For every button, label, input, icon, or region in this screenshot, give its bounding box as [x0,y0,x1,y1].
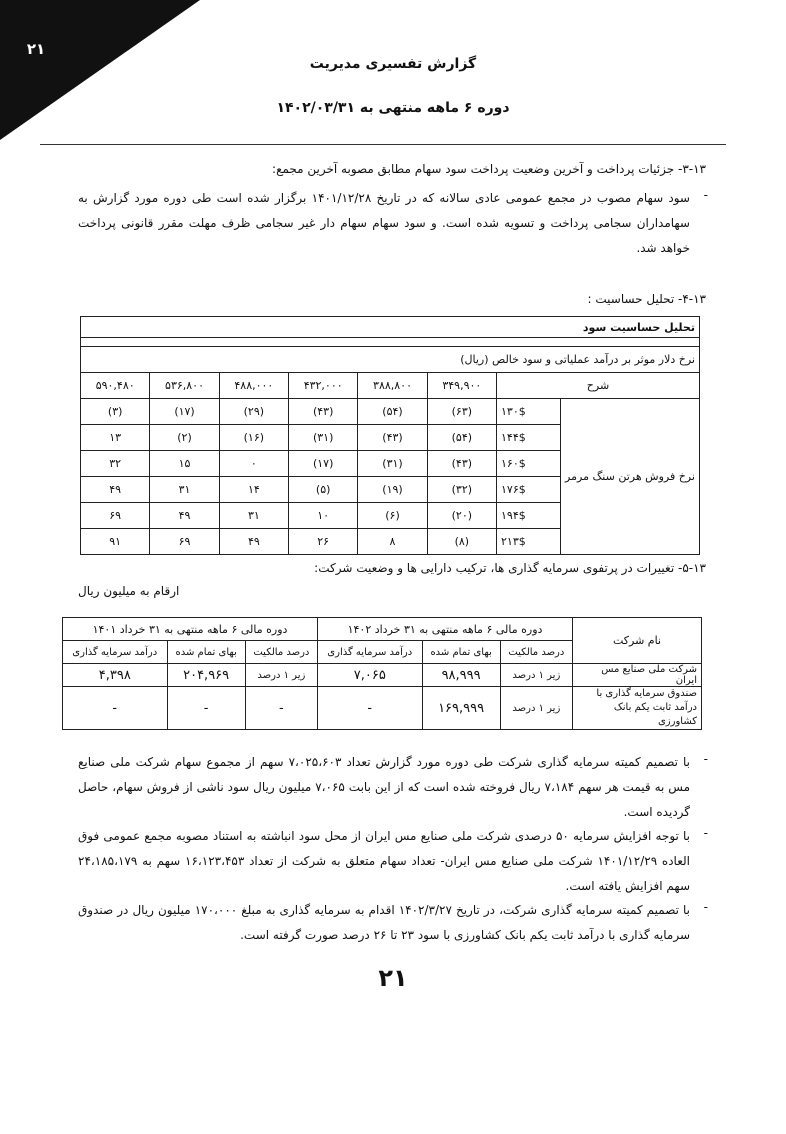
period-1401-header: دوره مالی ۶ ماهه منتهی به ۳۱ خرداد ۱۴۰۱ [63,618,318,641]
value-cell: ۸ [358,529,427,555]
col-header: ۴۳۲,۰۰۰ [289,373,358,399]
value-cell: (۳۲) [427,477,496,503]
sharh-header: شرح [497,373,700,399]
bullet-dash: - [703,188,708,202]
value-cell: ۴,۳۹۸ [63,664,168,687]
col-header: ۳۸۸,۸۰۰ [358,373,427,399]
value-cell: ۹۱ [81,529,150,555]
value-cell: ۴۹ [219,529,288,555]
rate-cell: ۲۱۳$ [497,529,561,555]
value-cell: (۴۳) [289,399,358,425]
value-cell: (۴۳) [358,425,427,451]
section-5-heading: ۵-۱۳- تغییرات در پرتفوی سرمایه گذاری ها، ترکیب دارایی ها و وضعیت شرکت: [314,561,706,575]
value-cell: ۱۶۹,۹۹۹ [422,687,500,730]
company-name: صندوق سرمایه گذاری با درآمد ثابت یکم بانک کشاورزی [573,687,702,730]
value-cell: ۶۹ [81,503,150,529]
section-4-heading: ۴-۱۳- تحلیل حساسیت : [587,292,706,306]
sub-header: درصد مالکیت [500,641,572,664]
value-cell: ۱۴ [219,477,288,503]
value-cell: (۳۱) [358,451,427,477]
value-cell: (۴۳) [427,451,496,477]
value-cell: (۱۹) [358,477,427,503]
period-1402-header: دوره مالی ۶ ماهه منتهی به ۳۱ خرداد ۱۴۰۲ [318,618,573,641]
value-cell: (۲) [150,425,219,451]
value-cell: - [63,687,168,730]
value-cell: (۶) [358,503,427,529]
sensitivity-subtitle: نرخ دلار موثر بر درآمد عملیاتی و سود خالص (ریال) [81,347,700,373]
row-label: نرخ فروش هرتن سنگ مرمر [561,399,700,555]
bullet-text: با تصمیم کمیته سرمایه گذاری شرکت طی دوره مورد گزارش تعداد ۷،۰۲۵،۶۰۳ سهم از مجموع سهام شرکت ملی صنایع مس به قیمت هر سهم ۷،۱۸۴ ریال فروخته شده است که از این بابت ۷،۰۶۵ میلیون ریال سود ناشی از فروش سهام، حاصل گردیده است. [78,755,691,819]
company-name: شرکت ملی صنایع مس ایران [573,664,702,687]
value-cell: (۳۱) [289,425,358,451]
value-cell: (۶۳) [427,399,496,425]
rate-cell: ۱۶۰$ [497,451,561,477]
value-cell: ۱۵ [150,451,219,477]
value-cell: (۵) [289,477,358,503]
section-3-heading: ۳-۱۳- جزئیات پرداخت و آخرین وضعیت پرداخت سود سهام مطابق مصوبه آخرین مجمع: [272,162,706,176]
sub-header: بهای تمام شده [167,641,245,664]
value-cell: ۲۰۴,۹۶۹ [167,664,245,687]
page-number: ۲۱ [378,964,408,992]
value-cell: (۵۴) [358,399,427,425]
rate-cell: ۱۳۰$ [497,399,561,425]
value-cell: ۳۱ [150,477,219,503]
value-cell: زیر ۱ درصد [500,664,572,687]
value-cell: ۹۸,۹۹۹ [422,664,500,687]
col-header: ۳۴۹,۹۰۰ [427,373,496,399]
report-period: دوره ۶ ماهه منتهی به ۱۴۰۲/۰۳/۳۱ [276,100,510,116]
sub-header: درآمد سرمایه گذاری [63,641,168,664]
bullet-text: با تصمیم کمیته سرمایه گذاری شرکت، در تاریخ ۱۴۰۲/۳/۲۷ اقدام به سرمایه گذاری به مبلغ ۱۷۰،۰۰۰ میلیون ریال در صندوق سرمایه گذاری با درآمد ثابت یکم بانک کشاورزی با سود ۲۳ تا ۲۶ درصد صورت گرفته است. [78,903,691,942]
value-cell: ۱۳ [81,425,150,451]
company-header: نام شرکت [573,618,702,664]
value-cell: (۳) [81,399,150,425]
value-cell: (۱۷) [150,399,219,425]
header-divider [40,144,726,145]
report-title: گزارش تفسیری مدیریت [309,56,477,72]
value-cell: - [318,687,422,730]
value-cell: - [167,687,245,730]
bullet-text: با توجه افزایش سرمایه ۵۰ درصدی شرکت ملی صنایع مس ایران از محل سود انباشته به استناد مصوبه مجمع عمومی فوق العاده ۱۴۰۱/۱۲/۲۹ شرکت ملی صنایع مس ایران- تعداد سهام متعلق به شرکت از تعداد ۱۶،۱۲۳،۴۵۳ سهم به ۲۴،۱۸۵،۱۷۹ سهم افزایش یافته است. [78,829,691,893]
rate-cell: ۱۴۴$ [497,425,561,451]
value-cell: ۳۲ [81,451,150,477]
sensitivity-title: تحلیل حساسیت سود [81,317,700,338]
rate-cell: ۱۹۴$ [497,503,561,529]
spacer-row [81,338,700,347]
value-cell: ۴۹ [150,503,219,529]
value-cell: (۸) [427,529,496,555]
table-row [63,687,702,730]
unit-note: ارقام به میلیون ریال [78,584,180,598]
value-cell: ۰ [219,451,288,477]
value-cell: زیر ۱ درصد [500,687,572,730]
value-cell: - [245,687,317,730]
value-cell: (۵۴) [427,425,496,451]
table-row [63,664,702,687]
table-row [81,399,700,425]
col-header: ۴۸۸,۰۰۰ [219,373,288,399]
value-cell: ۳۱ [219,503,288,529]
sub-header: درصد مالکیت [245,641,317,664]
corner-label: ۲۱ [26,40,46,58]
value-cell: (۱۶) [219,425,288,451]
value-cell: زیر ۱ درصد [245,664,317,687]
value-cell: ۷,۰۶۵ [318,664,422,687]
value-cell: ۴۹ [81,477,150,503]
value-cell: ۲۶ [289,529,358,555]
sub-header: درآمد سرمایه گذاری [318,641,422,664]
value-cell: ۱۰ [289,503,358,529]
bullet-dash: - [703,900,708,914]
col-header: ۵۹۰,۴۸۰ [81,373,150,399]
sensitivity-table [80,316,700,555]
section-3-text: سود سهام مصوب در مجمع عمومی عادی سالانه که در تاریخ ۱۴۰۱/۱۲/۲۸ برگزار شده است طی دوره مورد گزارش به سهامداران سجامی پرداخت و تسویه شده است. و سود سهام سهام دار غیر سجامی ظرف مهلت مقرر قانونی پرداخت خواهد شد. [78,191,690,255]
value-cell: (۲۹) [219,399,288,425]
value-cell: (۲۰) [427,503,496,529]
investment-table [62,617,702,730]
sub-header: بهای تمام شده [422,641,500,664]
bullet-dash: - [703,826,708,840]
value-cell: (۱۷) [289,451,358,477]
col-header: ۵۳۶,۸۰۰ [150,373,219,399]
value-cell: ۶۹ [150,529,219,555]
bullet-dash: - [703,752,708,766]
rate-cell: ۱۷۶$ [497,477,561,503]
